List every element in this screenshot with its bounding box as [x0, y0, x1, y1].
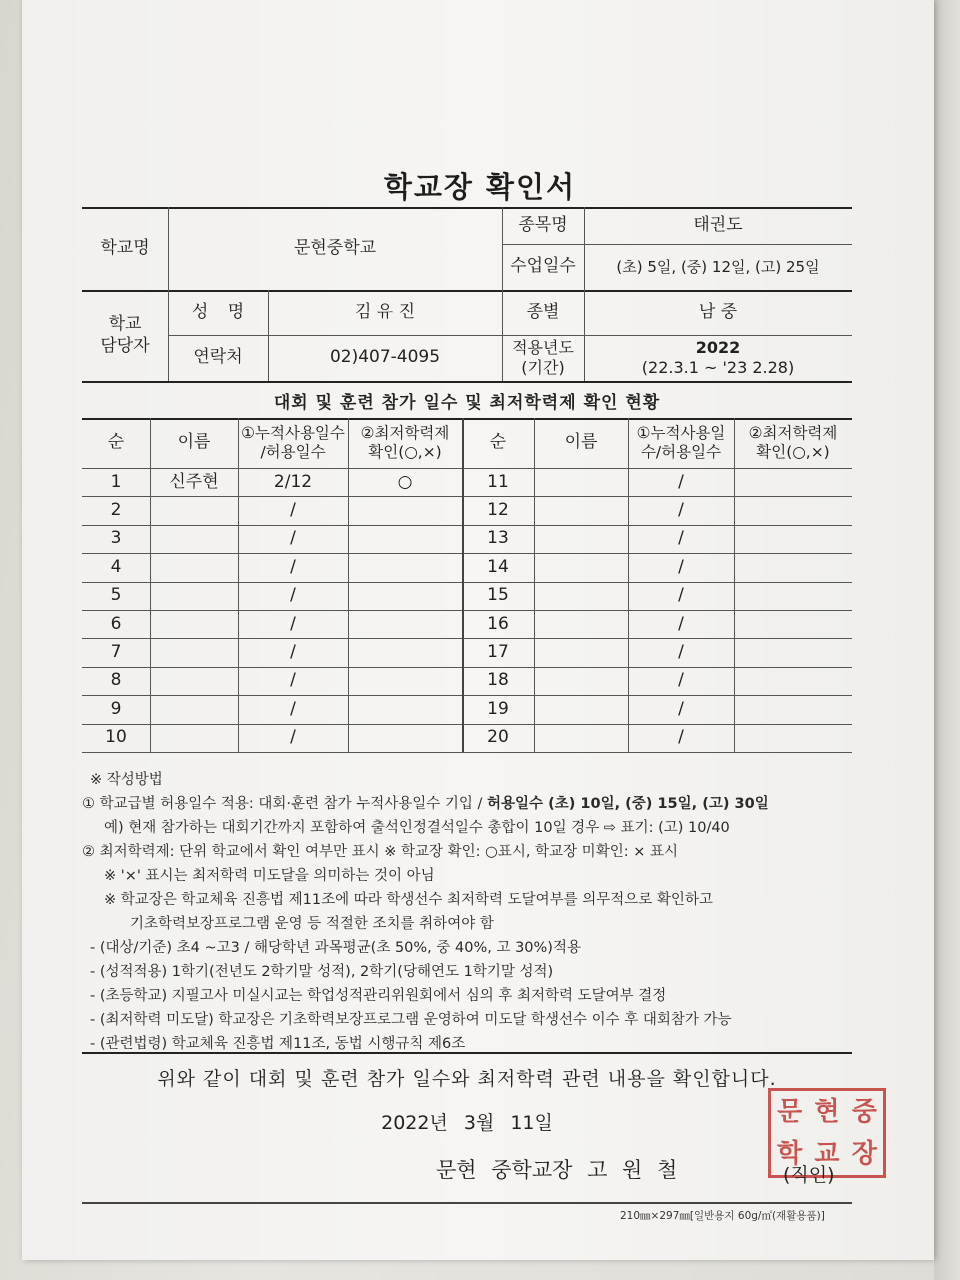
header-check-right-line1: ②최저학력제	[748, 423, 838, 442]
seal-label: (직인)	[783, 1164, 835, 1186]
academic-check-right	[734, 724, 852, 752]
days-used-left: 2/12	[273, 471, 313, 492]
academic-check-right	[734, 468, 852, 496]
confirm-top-border	[82, 1052, 852, 1054]
header-days-right	[628, 418, 734, 468]
header-name-right: 이름	[564, 432, 598, 453]
row-number-right: 19	[487, 698, 509, 719]
academic-check-left	[348, 724, 462, 752]
athlete-name-left	[150, 496, 238, 524]
year-value	[584, 335, 852, 381]
academic-check-left	[348, 638, 462, 666]
academic-check-right	[734, 496, 852, 524]
days-used-right: /	[678, 698, 684, 719]
athlete-name-left	[150, 638, 238, 666]
academic-check-left	[348, 667, 462, 695]
athlete-name-left	[150, 525, 238, 553]
school-name-label: 학교명	[100, 237, 150, 258]
header-name-left: 이름	[177, 432, 211, 453]
seal-char: 문	[777, 1097, 803, 1127]
days-used-right: /	[678, 528, 684, 549]
academic-check-right	[734, 695, 852, 723]
bottom-border	[82, 1202, 852, 1204]
athlete-name-left	[150, 724, 238, 752]
header-days-left-line1: ①누적사용일수	[241, 423, 345, 442]
header-check-left-line1: ②최저학력제	[360, 423, 450, 442]
athlete-name-left	[150, 695, 238, 723]
row-number-right: 20	[487, 727, 509, 748]
row-number-right: 13	[487, 528, 509, 549]
days-used-left: /	[290, 556, 296, 577]
row-number-left: 5	[110, 585, 122, 606]
athlete-name-left	[150, 582, 238, 610]
athlete-name-right	[534, 638, 628, 666]
table-column-line	[238, 418, 239, 752]
days-used-right: /	[678, 499, 684, 520]
confirm-statement: 위와 같이 대회 및 훈련 참가 일수와 최저학력 관련 내용을 확인합니다.	[157, 1068, 777, 1090]
header-check-right	[734, 418, 852, 468]
row-number-right: 16	[487, 613, 509, 634]
info-bottom-border	[82, 381, 852, 383]
year-label-line1: 적용년도	[512, 338, 574, 357]
section-title: 대회 및 훈련 참가 일수 및 최저학력제 확인 현황	[273, 393, 661, 413]
year-label-line2: (기간)	[521, 358, 565, 377]
athlete-name-left	[150, 610, 238, 638]
seal-char: 장	[851, 1139, 877, 1169]
row-number-right: 18	[487, 670, 509, 691]
academic-check-right	[734, 525, 852, 553]
detail-elementary: - (초등학교) 지필고사 미실시교는 학업성적관리위원회에서 심의 후 최저학력 도달여부 결정	[90, 988, 667, 1004]
contact-number: 02)407-4095	[329, 347, 441, 368]
row-number-left: 10	[105, 727, 127, 748]
header-days-right-line2: 수/허용일수	[640, 443, 722, 461]
days-used-left: /	[290, 641, 296, 662]
athlete-name-right	[534, 724, 628, 752]
manager-label-line2: 담당자	[100, 335, 150, 356]
document-title: 학교장 확인서	[383, 170, 577, 204]
detail-law: - (관련법령) 학교체육 진흥법 제11조, 동법 시행규칙 제6조	[90, 1036, 466, 1052]
issue-date: 2022년 3월 11일	[381, 1112, 553, 1134]
note-1-text: ① 학교급별 허용일수 적용: 대회·훈련 참가 누적사용일수 기입 /	[82, 796, 488, 812]
table-column-line	[150, 418, 151, 752]
days-used-left: /	[290, 670, 296, 691]
days-used-right: /	[678, 670, 684, 691]
seal-char: 학	[777, 1139, 803, 1169]
note-2-duty-line2: 기초학력보장프로그램 운영 등 적절한 조치를 취하여야 함	[130, 916, 494, 932]
row-number-right: 17	[487, 641, 509, 662]
note-2: ② 최저학력제: 단위 학교에서 확인 여부만 표시 ※ 학교장 확인: ○표시, 학교장 미확인: × 표시	[82, 844, 678, 860]
header-no-left: 순	[107, 432, 125, 453]
row-number-left: 6	[110, 613, 122, 634]
applicable-year: 2022	[695, 338, 741, 357]
academic-check-right	[734, 638, 852, 666]
athlete-name-right	[534, 695, 628, 723]
note-2-x-meaning: ※ '×' 표시는 최저학력 미도달을 의미하는 것이 아님	[104, 868, 435, 884]
academic-check-right	[734, 553, 852, 581]
row-number-left: 8	[110, 670, 122, 691]
row-number-left: 7	[110, 641, 122, 662]
days-used-right: /	[678, 471, 684, 492]
principal-signature-line: 문현 중학교장 고 원 철	[436, 1158, 678, 1182]
days-used-right: /	[678, 585, 684, 606]
row-number-right: 11	[487, 471, 509, 492]
contact-label: 연락처	[193, 347, 243, 368]
school-name: 문현중학교	[293, 237, 377, 258]
row-number-right: 14	[487, 556, 509, 577]
note-1	[82, 792, 882, 816]
days-used-left: /	[290, 499, 296, 520]
seal-char: 교	[814, 1139, 840, 1169]
note-1-allowed-days: 허용일수 (초) 10일, (중) 15일, (고) 30일	[487, 796, 769, 812]
sport: 태권도	[693, 214, 743, 235]
academic-check-right	[734, 667, 852, 695]
athlete-name-right	[534, 610, 628, 638]
days-used-left: /	[290, 613, 296, 634]
table-column-line	[734, 418, 735, 752]
table-row-line	[82, 752, 852, 753]
athlete-name-left	[150, 667, 238, 695]
days-used-right: /	[678, 727, 684, 748]
detail-target: - (대상/기준) 초4 ~고3 / 해당학년 과목평균(초 50%, 중 40%, 고 30%)적용	[90, 940, 581, 956]
days-used-left: /	[290, 727, 296, 748]
athlete-name-right	[534, 496, 628, 524]
academic-check-left	[348, 525, 462, 553]
manager-label-line1: 학교	[108, 314, 142, 335]
row-number-left: 1	[110, 471, 122, 492]
note-2-duty-line1: ※ 학교장은 학교체육 진흥법 제11조에 따라 학생선수 최저학력 도달여부를 의무적으로 확인하고	[104, 892, 713, 908]
athlete-name-right	[534, 468, 628, 496]
academic-check-left	[348, 610, 462, 638]
year-label	[502, 335, 584, 381]
athlete-name-right	[534, 525, 628, 553]
row-number-left: 9	[110, 698, 122, 719]
athlete-name-right	[534, 582, 628, 610]
detail-not-reached: - (최저학력 미도달) 학교장은 기초학력보장프로그램 운영하여 미도달 학생선수 이수 후 대회참가 가능	[90, 1012, 732, 1028]
header-check-left	[348, 418, 462, 468]
detail-grades: - (성적적용) 1학기(전년도 2학기말 성적), 2학기(당해연도 1학기말 성적)	[90, 964, 554, 980]
academic-check-left	[348, 582, 462, 610]
athlete-name-right	[534, 553, 628, 581]
table-column-line	[348, 418, 349, 752]
academic-check-left: ○	[397, 471, 413, 492]
writing-instructions	[82, 768, 882, 1056]
row-number-right: 15	[487, 585, 509, 606]
class-days-label: 수업일수	[510, 256, 576, 277]
athlete-name-left	[150, 553, 238, 581]
days-used-left: /	[290, 528, 296, 549]
note-1-example: 예) 현재 참가하는 대회기간까지 포함하여 출석인정결석일수 총합이 10일 경우 ⇨ 표기: (고) 10/40	[104, 820, 730, 836]
days-used-right: /	[678, 556, 684, 577]
header-days-left-line2: /허용일수	[260, 443, 326, 461]
table-column-line	[628, 418, 629, 752]
applicable-period: (22.3.1 ~ '23 2.28)	[641, 358, 795, 377]
academic-check-left	[348, 695, 462, 723]
athlete-name-right	[534, 667, 628, 695]
academic-check-right	[734, 610, 852, 638]
academic-check-left	[348, 553, 462, 581]
academic-check-left	[348, 496, 462, 524]
academic-check-right	[734, 582, 852, 610]
row-number-right: 12	[487, 499, 509, 520]
days-used-left: /	[290, 585, 296, 606]
seal-char: 중	[851, 1097, 877, 1127]
table-column-line	[462, 418, 464, 752]
seal-char: 현	[814, 1097, 840, 1127]
row-number-left: 3	[110, 528, 122, 549]
days-used-right: /	[678, 613, 684, 634]
manager-label	[82, 290, 168, 381]
header-check-left-line2: 확인(○,×)	[368, 443, 442, 461]
athlete-name-left: 신주현	[169, 471, 219, 492]
paper-spec: 210㎜×297㎜[일반용지 60g/㎡(재활용품)]	[620, 1210, 825, 1222]
row-number-left: 4	[110, 556, 122, 577]
row-number-left: 2	[110, 499, 122, 520]
category: 남 중	[698, 301, 738, 322]
days-used-left: /	[290, 698, 296, 719]
notes-heading: ※ 작성방법	[90, 772, 163, 788]
header-days-left	[238, 418, 348, 468]
name-label: 성 명	[191, 301, 245, 322]
header-days-right-line1: ①누적사용일	[636, 423, 726, 442]
manager-name: 김 유 진	[354, 301, 416, 322]
days-used-right: /	[678, 641, 684, 662]
category-label: 종별	[526, 301, 560, 322]
header-no-right: 순	[489, 432, 507, 453]
table-column-line	[534, 418, 535, 752]
header-check-right-line2: 확인(○,×)	[756, 443, 830, 461]
sport-label: 종목명	[518, 214, 568, 235]
class-days: (초) 5일, (중) 12일, (고) 25일	[616, 257, 820, 276]
